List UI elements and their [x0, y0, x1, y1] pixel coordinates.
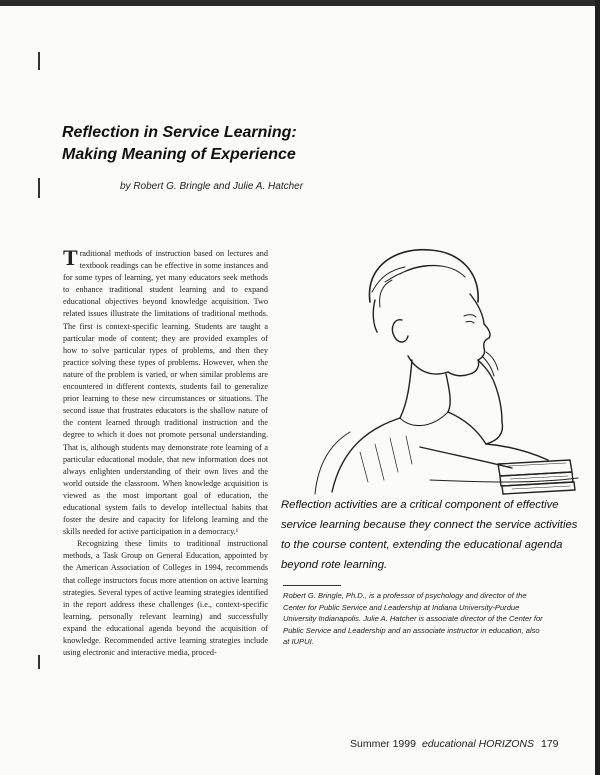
body-text: [63, 245, 268, 659]
scan-top-edge: [0, 0, 600, 6]
page-footer: [350, 738, 559, 750]
footer-journal: educational HORIZONS: [421, 738, 534, 750]
paragraph-2: Recognizing these limits to traditional instructional methods, a Task Group on General Education, appointed by the American Association of Colleges in 1994, recommends that college instructors focus more attention on active learning strategies. Several types of active learning strategies identified in the report address these challenges (i.e., context-specific learning, personally relevant learning) and successfully expand the educational agenda beyond the acquisition of knowledge. Recommended active learning strategies include using electronic and interactive media, proced-: [63, 539, 268, 658]
scan-right-edge: [595, 0, 600, 775]
margin-mark: [38, 655, 40, 669]
article-title: [62, 122, 362, 166]
title-line-2: Making Meaning of Experience: [62, 146, 296, 163]
title-line-1: Reflection in Service Learning:: [62, 124, 297, 141]
author-bio: Robert G. Bringle, Ph.D., is a professor of psychology and director of the Center for Public Service and Leadership at Indiana University-Purdue University Indianapolis. Julie A. Hatcher is associate director of the Center for Public Service and Leadership and an associate instructor in education, also at IUPUI.: [283, 591, 543, 647]
paragraph-1: [63, 245, 268, 538]
drop-cap: T: [63, 245, 78, 270]
footer-season: Summer 1999: [350, 738, 416, 750]
pull-quote: Reflection activities are a critical component of effective service learning because they connect the service activities to the course content, extending the educational agenda beyond rote learning.: [281, 499, 578, 571]
bio-divider: [283, 585, 341, 586]
page-number: 179: [541, 738, 559, 750]
margin-mark: [38, 178, 40, 198]
margin-mark: [38, 52, 40, 70]
byline: by Robert G. Bringle and Julie A. Hatcher: [120, 181, 304, 192]
student-illustration: [280, 232, 580, 497]
paragraph-1-text: raditional methods of instruction based on lectures and textbook readings can be effective in some instances and for some types of learning, yet many educators seek methods to enhance traditional student learning and to expand educational objectives beyond knowledge acquisition. Two related issues illustrate the limitations of traditional methods. The first is context-specific learning. Students are taught a particular mode of content; they are provided examples of how to solve particular types of problems, and then they practice solving these types of problems. However, when the nature of the problem is varied, or when similar problems are encountered in different contexts, students fail to generalize prior learning to these new circumstances or situations. The second issue that frustrates educators is the shallow nature of the content learned through traditional instruction and the degree to which it does not promote personal understanding. That is, although students may demonstrate rote learning of a particular educational module, that new information does not always enlighten understanding of their own lives and the world outside the classroom. When knowledge acquisition is viewed as the most important goal of education, the educational system fails to develop intellectual habits that foster the desire and capacity for lifelong learning and the skills needed for active participation in a democracy.¹: [63, 249, 268, 537]
